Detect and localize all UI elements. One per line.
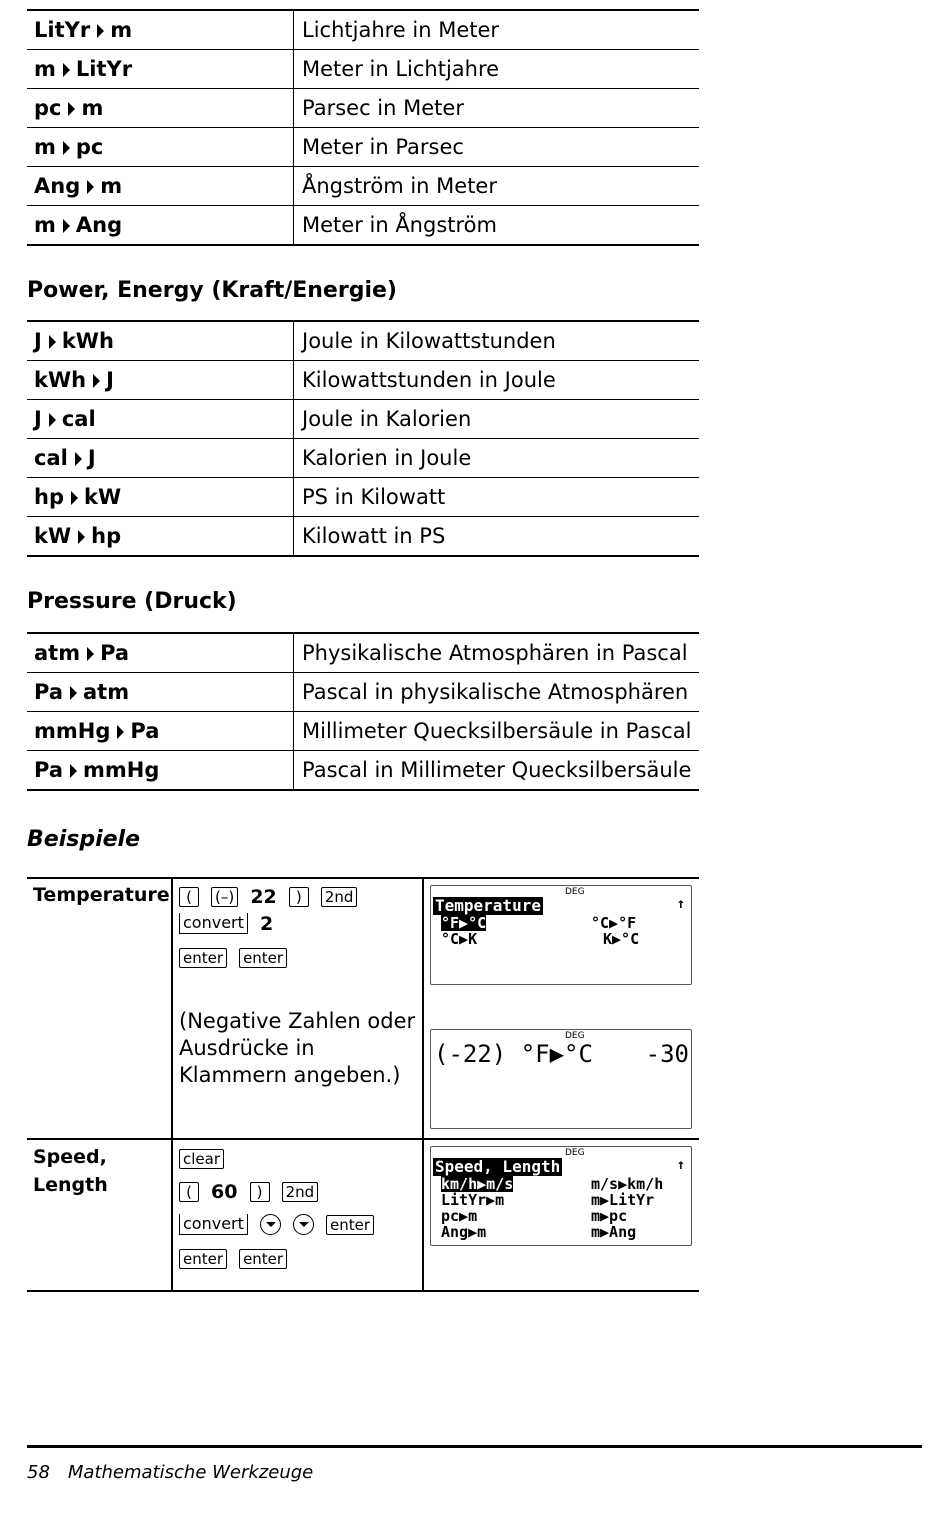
keystroke-row	[179, 1144, 230, 1172]
conversion-function	[27, 673, 294, 712]
down-arrow-key-icon	[293, 1214, 314, 1235]
from-unit: cal	[34, 446, 68, 470]
page-number: 58	[27, 1462, 50, 1483]
keystroke-row	[179, 882, 363, 910]
conversion-function	[27, 167, 294, 206]
screen-menu-item: m/s▶km/h	[591, 1175, 664, 1193]
chapter-title: Mathematische Werkzeuge	[67, 1462, 314, 1483]
screen-menu-item: km/h▶m/s	[441, 1175, 514, 1193]
screen-menu-item: °F▶°C	[441, 914, 487, 932]
table-row	[27, 128, 699, 167]
deg-indicator: DEG	[565, 1148, 585, 1158]
screen-menu-item: Ang▶m	[441, 1223, 487, 1241]
menu-choice: 2	[259, 912, 274, 935]
convert-arrow-icon	[70, 764, 77, 778]
length-conversion-table	[27, 9, 699, 246]
conversion-function	[27, 517, 294, 557]
table-row	[27, 321, 699, 361]
convert-arrow-icon	[49, 413, 56, 427]
table-row	[27, 712, 699, 751]
keystroke-row	[179, 1210, 380, 1238]
from-unit: Ang	[34, 174, 81, 198]
example-label-speed-length: Speed, Length	[33, 1146, 108, 1196]
conversion-description: PS in Kilowatt	[294, 478, 700, 517]
table-row	[27, 673, 699, 712]
scroll-up-icon: ↑	[676, 896, 685, 912]
convert-arrow-icon	[78, 530, 85, 544]
table-row	[27, 751, 699, 791]
footer-rule	[27, 1445, 922, 1448]
conversion-description: Joule in Kilowattstunden	[294, 321, 700, 361]
pressure-table	[27, 632, 699, 791]
conversion-function	[27, 439, 294, 478]
conversion-function	[27, 10, 294, 50]
table-row	[27, 439, 699, 478]
convert-arrow-icon	[63, 63, 70, 77]
convert-arrow-icon	[93, 374, 100, 388]
conversion-function	[27, 751, 294, 791]
screen-menu-item: m▶Ang	[591, 1223, 637, 1241]
from-unit: m	[34, 135, 56, 159]
keystroke-row	[179, 909, 279, 937]
calculator-screen-speed-menu	[430, 1146, 692, 1246]
screen-menu-title: Temperature	[435, 896, 541, 915]
input-value: 60	[211, 1180, 238, 1203]
from-unit: hp	[34, 485, 64, 509]
to-unit: pc	[75, 135, 104, 159]
table-row	[27, 633, 699, 673]
conversion-description: Meter in Lichtjahre	[294, 50, 700, 89]
keystroke-row	[179, 943, 293, 971]
power-energy-table	[27, 320, 699, 557]
conversion-description: Physikalische Atmosphären in Pascal	[294, 633, 700, 673]
to-unit: kW	[83, 485, 122, 509]
convert-arrow-icon	[75, 452, 82, 466]
conversion-description: Kilowattstunden in Joule	[294, 361, 700, 400]
to-unit: mmHg	[83, 758, 160, 782]
second-key: 2nd	[321, 887, 358, 907]
enter-key: enter	[239, 1249, 287, 1269]
scroll-up-icon: ↑	[676, 1157, 685, 1173]
screen-menu-title: Speed, Length	[435, 1157, 561, 1176]
to-unit: J	[87, 446, 96, 470]
close-paren-key: )	[289, 887, 309, 907]
open-paren-key: (	[179, 887, 199, 907]
convert-arrow-icon	[49, 335, 56, 349]
from-unit: kWh	[34, 368, 87, 392]
keystroke-row	[179, 1177, 324, 1205]
conversion-description: Millimeter Quecksilbersäule in Pascal	[294, 712, 700, 751]
clear-key: clear	[179, 1149, 224, 1169]
screen-menu-item: pc▶m	[441, 1207, 478, 1225]
screen-menu-item: K▶°C	[603, 930, 640, 948]
calculator-screen-temperature-menu	[430, 885, 692, 985]
conversion-function	[27, 321, 294, 361]
from-unit: Pa	[34, 758, 63, 782]
to-unit: m	[81, 96, 104, 120]
table-bottom-rule	[27, 1290, 699, 1292]
screen-menu-item: m▶pc	[591, 1207, 628, 1225]
convert-arrow-icon	[70, 686, 77, 700]
table-row	[27, 478, 699, 517]
conversion-description: Pascal in Millimeter Quecksilbersäule	[294, 751, 700, 791]
conversion-function	[27, 50, 294, 89]
keystroke-row	[179, 1244, 293, 1272]
example-label-temperature: Temperature	[33, 884, 170, 906]
conversion-description: Joule in Kalorien	[294, 400, 700, 439]
input-value: 22	[250, 885, 277, 908]
conversion-function	[27, 128, 294, 167]
table-row	[27, 361, 699, 400]
to-unit: m	[110, 18, 133, 42]
calculator-screen-temperature-result	[430, 1029, 692, 1129]
from-unit: pc	[34, 96, 62, 120]
table-row	[27, 50, 699, 89]
to-unit: hp	[91, 524, 122, 548]
from-unit: atm	[34, 641, 81, 665]
from-unit: mmHg	[34, 719, 111, 743]
conversion-description: Meter in Ångström	[294, 206, 700, 246]
conversion-description: Lichtjahre in Meter	[294, 10, 700, 50]
from-unit: Pa	[34, 680, 63, 704]
deg-indicator: DEG	[565, 887, 585, 897]
to-unit: Pa	[130, 719, 160, 743]
table-row	[27, 89, 699, 128]
to-unit: kWh	[61, 329, 114, 353]
to-unit: cal	[61, 407, 96, 431]
conversion-function	[27, 89, 294, 128]
conversion-description: Meter in Parsec	[294, 128, 700, 167]
to-unit: m	[100, 174, 123, 198]
conversion-function	[27, 633, 294, 673]
screen-expression: (-22) °F▶°C	[434, 1040, 593, 1068]
to-unit: Ang	[75, 213, 123, 237]
from-unit: J	[34, 329, 42, 353]
from-unit: LitYr	[34, 18, 91, 42]
to-unit: atm	[83, 680, 130, 704]
conversion-description: Ångström in Meter	[294, 167, 700, 206]
deg-indicator: DEG	[565, 1031, 585, 1041]
conversion-function	[27, 400, 294, 439]
conversion-function	[27, 478, 294, 517]
convert-arrow-icon	[87, 180, 94, 194]
open-paren-key: (	[179, 1182, 199, 1202]
down-arrow-key-icon	[260, 1214, 281, 1235]
row-divider	[27, 1138, 699, 1140]
second-key: 2nd	[282, 1182, 319, 1202]
enter-key: enter	[239, 948, 287, 968]
close-paren-key: )	[250, 1182, 270, 1202]
to-unit: J	[106, 368, 114, 392]
enter-key: enter	[179, 1249, 227, 1269]
table-row	[27, 400, 699, 439]
power-energy-heading: Power, Energy (Kraft/Energie)	[27, 278, 397, 303]
screen-result: -30	[645, 1040, 689, 1068]
convert-arrow-icon	[68, 102, 75, 116]
conversion-description: Kilowatt in PS	[294, 517, 700, 557]
page-footer	[27, 1462, 313, 1483]
conversion-function	[27, 361, 294, 400]
from-unit: m	[34, 213, 56, 237]
convert-arrow-icon	[117, 725, 124, 739]
convert-arrow-icon	[87, 647, 94, 661]
screen-menu-item: m▶LitYr	[591, 1191, 655, 1209]
conversion-description: Parsec in Meter	[294, 89, 700, 128]
pressure-heading: Pressure (Druck)	[27, 589, 237, 614]
to-unit: LitYr	[75, 57, 133, 81]
column-divider	[422, 877, 424, 1292]
convert-arrow-icon	[97, 24, 104, 38]
examples-heading: Beispiele	[27, 827, 140, 852]
convert-arrow-icon	[71, 491, 78, 505]
negative-numbers-note: (Negative Zahlen oder Ausdrücke in Klammern angeben.)	[179, 1009, 416, 1087]
screen-menu-item: LitYr▶m	[441, 1191, 505, 1209]
table-row	[27, 10, 699, 50]
conversion-function	[27, 712, 294, 751]
from-unit: kW	[34, 524, 72, 548]
convert-arrow-icon	[63, 219, 70, 233]
convert-key: convert	[179, 913, 248, 934]
from-unit: J	[34, 407, 42, 431]
screen-menu-item: °C▶°F	[591, 914, 637, 932]
conversion-description: Pascal in physikalische Atmosphären	[294, 673, 700, 712]
table-row	[27, 167, 699, 206]
table-row	[27, 206, 699, 246]
screen-menu-item: °C▶K	[441, 930, 478, 948]
enter-key: enter	[326, 1215, 374, 1235]
convert-arrow-icon	[63, 141, 70, 155]
table-row	[27, 517, 699, 557]
to-unit: Pa	[100, 641, 130, 665]
convert-key: convert	[179, 1214, 248, 1235]
conversion-function	[27, 206, 294, 246]
enter-key: enter	[179, 948, 227, 968]
negative-key: (–)	[211, 887, 238, 907]
conversion-description: Kalorien in Joule	[294, 439, 700, 478]
table-top-rule	[27, 877, 699, 879]
from-unit: m	[34, 57, 56, 81]
examples-table	[27, 877, 699, 1292]
column-divider	[171, 877, 173, 1292]
